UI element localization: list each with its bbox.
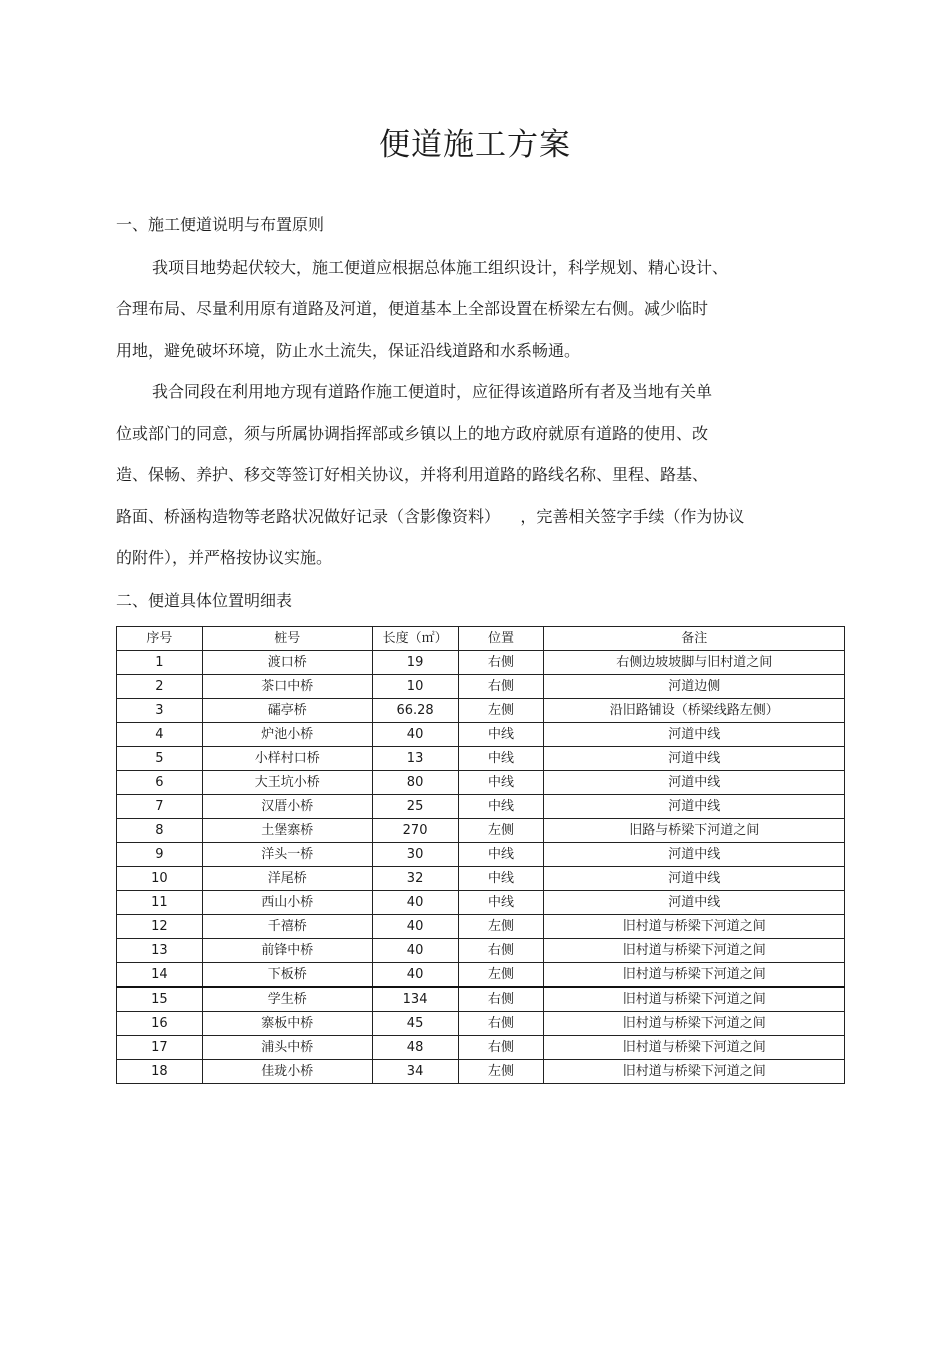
cell-remark: 河道中线 bbox=[544, 723, 845, 747]
header-position: 位置 bbox=[458, 627, 544, 651]
cell-remark: 河道边侧 bbox=[544, 675, 845, 699]
cell-position: 中线 bbox=[458, 771, 544, 795]
cell-position: 右侧 bbox=[458, 675, 544, 699]
cell-length: 66.28 bbox=[372, 699, 458, 723]
paragraph-1-line-1: 我项目地势起伏较大，施工便道应根据总体施工组织设计，科学规划、精心设计、 bbox=[152, 258, 729, 277]
cell-remark: 河道中线 bbox=[544, 771, 845, 795]
cell-length: 10 bbox=[372, 675, 458, 699]
table-row bbox=[117, 891, 845, 915]
table-row bbox=[117, 843, 845, 867]
cell-length: 45 bbox=[372, 1012, 458, 1036]
cell-station: 茶口中桥 bbox=[202, 675, 372, 699]
cell-length: 48 bbox=[372, 1036, 458, 1060]
table-row bbox=[117, 771, 845, 795]
table-row bbox=[117, 651, 845, 675]
cell-index: 5 bbox=[117, 747, 203, 771]
cell-station: 汉厝小桥 bbox=[202, 795, 372, 819]
cell-index: 11 bbox=[117, 891, 203, 915]
table-row bbox=[117, 819, 845, 843]
cell-remark: 沿旧路铺设（桥梁线路左侧） bbox=[544, 699, 845, 723]
table-row bbox=[117, 1060, 845, 1084]
cell-remark: 旧村道与桥梁下河道之间 bbox=[544, 915, 845, 939]
cell-remark: 旧村道与桥梁下河道之间 bbox=[544, 963, 845, 988]
cell-position: 左侧 bbox=[458, 963, 544, 988]
table-row bbox=[117, 723, 845, 747]
cell-remark: 河道中线 bbox=[544, 867, 845, 891]
table-row bbox=[117, 1036, 845, 1060]
cell-position: 左侧 bbox=[458, 699, 544, 723]
cell-index: 3 bbox=[117, 699, 203, 723]
paragraph-1-line-3: 用地，避免破坏环境，防止水土流失，保证沿线道路和水系畅通。 bbox=[116, 341, 581, 360]
table-row bbox=[117, 1012, 845, 1036]
cell-remark: 河道中线 bbox=[544, 843, 845, 867]
table-row bbox=[117, 867, 845, 891]
cell-index: 16 bbox=[117, 1012, 203, 1036]
table-row bbox=[117, 747, 845, 771]
cell-station: 洋尾桥 bbox=[202, 867, 372, 891]
cell-index: 13 bbox=[117, 939, 203, 963]
cell-length: 270 bbox=[372, 819, 458, 843]
table-header-row bbox=[117, 627, 845, 651]
cell-index: 6 bbox=[117, 771, 203, 795]
cell-position: 右侧 bbox=[458, 651, 544, 675]
paragraph-2-line-2: 位或部门的同意，须与所属协调指挥部或乡镇以上的地方政府就原有道路的使用、改 bbox=[116, 424, 709, 443]
cell-station: 礵亭桥 bbox=[202, 699, 372, 723]
table-row bbox=[117, 795, 845, 819]
cell-station: 千禧桥 bbox=[202, 915, 372, 939]
document-title: 便道施工方案 bbox=[379, 127, 571, 163]
cell-index: 14 bbox=[117, 963, 203, 988]
cell-index: 8 bbox=[117, 819, 203, 843]
cell-position: 右侧 bbox=[458, 1012, 544, 1036]
cell-position: 中线 bbox=[458, 843, 544, 867]
cell-station: 前锋中桥 bbox=[202, 939, 372, 963]
cell-length: 19 bbox=[372, 651, 458, 675]
detail-table bbox=[116, 626, 845, 1084]
cell-index: 2 bbox=[117, 675, 203, 699]
cell-position: 左侧 bbox=[458, 819, 544, 843]
cell-position: 左侧 bbox=[458, 915, 544, 939]
cell-remark: 河道中线 bbox=[544, 795, 845, 819]
paragraph-2-line-4: 路面、桥涵构造物等老路状况做好记录（含影像资料） ，完善相关签字手续（作为协议 bbox=[116, 507, 745, 526]
cell-remark: 河道中线 bbox=[544, 747, 845, 771]
cell-station: 下板桥 bbox=[202, 963, 372, 988]
table-row bbox=[117, 915, 845, 939]
cell-length: 32 bbox=[372, 867, 458, 891]
cell-station: 渡口桥 bbox=[202, 651, 372, 675]
table-row bbox=[117, 963, 845, 988]
cell-length: 40 bbox=[372, 939, 458, 963]
cell-position: 右侧 bbox=[458, 939, 544, 963]
cell-index: 10 bbox=[117, 867, 203, 891]
cell-remark: 旧村道与桥梁下河道之间 bbox=[544, 1012, 845, 1036]
cell-station: 炉池小桥 bbox=[202, 723, 372, 747]
cell-position: 左侧 bbox=[458, 1060, 544, 1084]
paragraph-2-line-3: 造、保畅、养护、移交等签订好相关协议，并将利用道路的路线名称、里程、路基、 bbox=[116, 465, 709, 484]
cell-position: 中线 bbox=[458, 723, 544, 747]
header-station: 桩号 bbox=[202, 627, 372, 651]
paragraph-2-line-1: 我合同段在利用地方现有道路作施工便道时，应征得该道路所有者及当地有关单 bbox=[152, 382, 713, 401]
cell-position: 中线 bbox=[458, 747, 544, 771]
cell-length: 13 bbox=[372, 747, 458, 771]
cell-position: 右侧 bbox=[458, 987, 544, 1012]
cell-length: 134 bbox=[372, 987, 458, 1012]
cell-length: 25 bbox=[372, 795, 458, 819]
section-heading-1: 一、施工便道说明与布置原则 bbox=[116, 215, 325, 234]
cell-length: 30 bbox=[372, 843, 458, 867]
table-body bbox=[117, 651, 845, 1084]
section-heading-2: 二、便道具体位置明细表 bbox=[116, 591, 293, 610]
cell-position: 右侧 bbox=[458, 1036, 544, 1060]
cell-index: 4 bbox=[117, 723, 203, 747]
cell-station: 土堡寨桥 bbox=[202, 819, 372, 843]
table-row bbox=[117, 939, 845, 963]
cell-index: 9 bbox=[117, 843, 203, 867]
cell-index: 12 bbox=[117, 915, 203, 939]
cell-position: 中线 bbox=[458, 891, 544, 915]
cell-station: 浦头中桥 bbox=[202, 1036, 372, 1060]
cell-position: 中线 bbox=[458, 867, 544, 891]
header-remark: 备注 bbox=[544, 627, 845, 651]
header-length: 长度（㎡） bbox=[372, 627, 458, 651]
cell-station: 小样村口桥 bbox=[202, 747, 372, 771]
cell-station: 西山小桥 bbox=[202, 891, 372, 915]
cell-length: 40 bbox=[372, 891, 458, 915]
cell-index: 18 bbox=[117, 1060, 203, 1084]
cell-length: 40 bbox=[372, 963, 458, 988]
cell-remark: 旧路与桥梁下河道之间 bbox=[544, 819, 845, 843]
paragraph-1-line-2: 合理布局、尽量利用原有道路及河道，便道基本上全部设置在桥梁左右侧。减少临时 bbox=[116, 299, 709, 318]
cell-position: 中线 bbox=[458, 795, 544, 819]
cell-station: 佳珑小桥 bbox=[202, 1060, 372, 1084]
cell-index: 15 bbox=[117, 987, 203, 1012]
cell-remark: 旧村道与桥梁下河道之间 bbox=[544, 1036, 845, 1060]
table-row bbox=[117, 675, 845, 699]
cell-station: 大王坑小桥 bbox=[202, 771, 372, 795]
cell-length: 80 bbox=[372, 771, 458, 795]
cell-remark: 旧村道与桥梁下河道之间 bbox=[544, 939, 845, 963]
cell-station: 学生桥 bbox=[202, 987, 372, 1012]
cell-station: 寨板中桥 bbox=[202, 1012, 372, 1036]
table-row bbox=[117, 987, 845, 1012]
cell-remark: 旧村道与桥梁下河道之间 bbox=[544, 1060, 845, 1084]
cell-remark: 河道中线 bbox=[544, 891, 845, 915]
paragraph-2-line-5: 的附件），并严格按协议实施。 bbox=[116, 548, 333, 567]
cell-index: 1 bbox=[117, 651, 203, 675]
cell-index: 17 bbox=[117, 1036, 203, 1060]
cell-length: 40 bbox=[372, 915, 458, 939]
cell-station: 洋头一桥 bbox=[202, 843, 372, 867]
cell-remark: 右侧边坡坡脚与旧村道之间 bbox=[544, 651, 845, 675]
table-row bbox=[117, 699, 845, 723]
cell-length: 40 bbox=[372, 723, 458, 747]
cell-length: 34 bbox=[372, 1060, 458, 1084]
cell-remark: 旧村道与桥梁下河道之间 bbox=[544, 987, 845, 1012]
header-index: 序号 bbox=[117, 627, 203, 651]
cell-index: 7 bbox=[117, 795, 203, 819]
